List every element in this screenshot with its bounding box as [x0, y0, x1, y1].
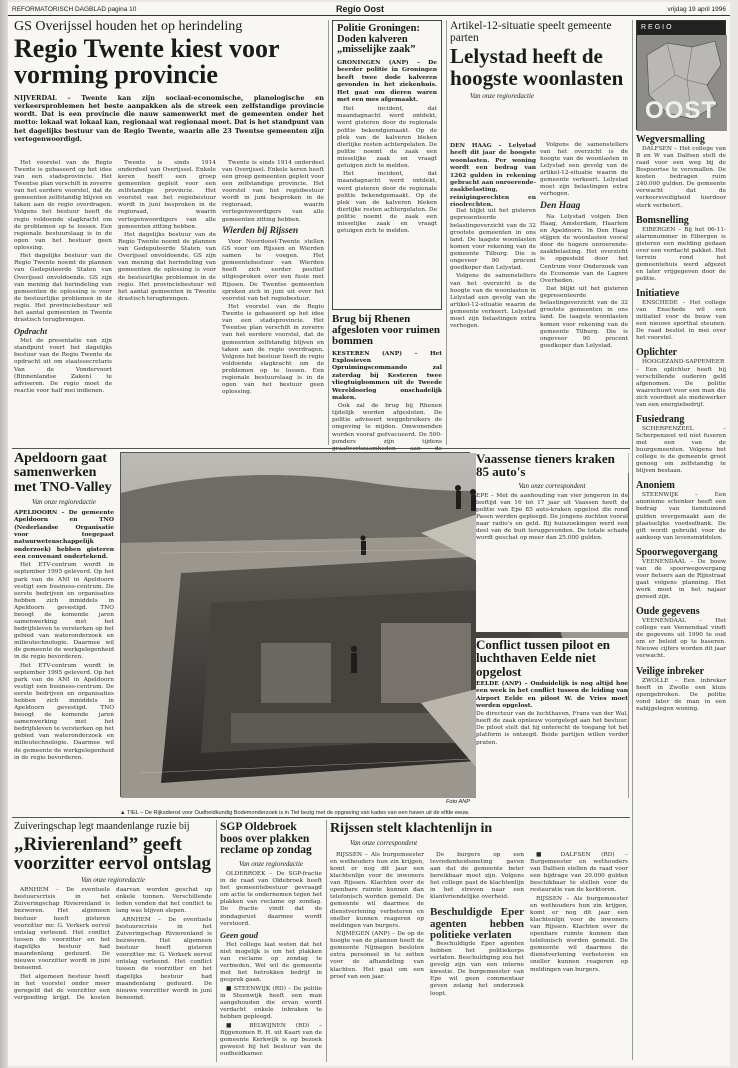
- apeldoorn-headline: Apeldoorn gaat samenwerken met TNO-Valley: [14, 451, 112, 495]
- excavation-photo-image: [121, 453, 471, 798]
- rijssen-body-b: RIJSSEN – Als burgemeester en wethouders hun zin krijgen, komt er nog dit jaar een klachtenlijn voor de inwoners van Rijssen. Klachten over de openbare ruimte kunnen dan telefonisch worden gemeld. De gemeente wil daarmee de dienstverlening verbeteren en sneller kunnen reageren op meldingen van burgers.: [530, 895, 628, 973]
- section-title: Regio Oost: [336, 4, 385, 14]
- lelystad-headline: Lelystad heeft de hoogste woonlasten: [450, 44, 624, 90]
- brief-heading: Initiatieve: [636, 288, 680, 300]
- photo-caption: ▲ TIEL – De Rijksdienst voor Oudheidkundig Bodemonderzoek is in Tiel bezig met de opgraving van kades van een haven uit de elfde eeuw.: [120, 810, 470, 816]
- brief-heading: Bomsnelling: [636, 214, 689, 226]
- sgp-headline: SGP Oldebroek boos over plakken reclame op zondag: [220, 821, 312, 857]
- main-kicker: GS Overijssel houden het op herindeling: [14, 19, 243, 34]
- page-header: [8, 2, 730, 16]
- masthead-regio-label: REGIO: [637, 21, 725, 35]
- main-body-2b: Het dagelijks bestuur van de Regio Twente noemt de plannen van Gedeputeerde Staten van Overijssel onvoldoende. GS zijn van mening dat herindeling van gemeenten de oplossing is voor de bestuurlijke problemen in de regio. Het provinciebestuur wil het aantal gemeenten in Twente drastisch terugbrengen.: [118, 232, 216, 302]
- brief-heading: Spoorwegovergang: [636, 546, 718, 558]
- apeldoorn-article: [14, 452, 114, 832]
- main-body-3: Met de presentatie van zijn standpunt voert het dagelijks bestuur van de Regio Twente de opdracht uit om staatssecretaris Van de Vondervoort (Binnenlandse Zaken) te adviseren. De regio moet de reactie voor half mei indienen.: [14, 338, 112, 394]
- zuivering-kicker: Zuiveringschap legt maandenlange ruzie bij: [14, 821, 190, 832]
- lelystad-subhead: Den Haag: [540, 200, 581, 211]
- lelystad-byline: Van onze regioredactie: [470, 91, 535, 100]
- brug-article: [332, 314, 442, 446]
- photo-credit: Foto ANP: [445, 799, 470, 805]
- politie-body-b: Het incident, dat maandagnacht werd ontdekt, werd gisteren door de regionale politie bekendgemaakt. Op de plek van de kalveren bleken dierlijke resten achtergelaten. De politie noemt de zaak een misselijke zaak en vraagt getuigen zich te melden.: [337, 171, 437, 234]
- lelystad-body-2: Volgens de samenstellers van het overzicht is de hoogte van de woonlasten in Lelystad een gevolg van de artikel-12-situatie waarin de gemeente verkeert. Lelystad moet zijn belastingen extra verhogen.: [450, 273, 536, 329]
- brief-body: VEENENDAAL – Het college van Veenendaal vindt de gegevens uit 1990 te oud om er beleid op te baseren. Nieuwe cijfers worden dit jaar verwacht.: [636, 618, 726, 660]
- main-lead-text: NIJVERDAL – Twente kan zijn sociaal-economische, planologische en verkeersproblemen het beste aanpakken als de streek een zelfstandige provincie wordt. Dat is een provincie die nauw samenwerkt met de gemeenten onder het motto: lokaal wat lokaal kan, regionaal wat regionaal moet. Dat is het standpunt van het dagelijks bestuur van de Regio Twente, waarin alle 23 Twentse gemeenten zijn vertegenwoordigd.: [14, 94, 324, 143]
- excavation-photo: [120, 452, 470, 797]
- main-body-5: Twente is sinds 1914 onderdeel van Overijssel. Enkele keren heeft een groep gemeenten gepleit voor een zelfstandige provincie. Het voorstel van het regiobestuur wordt in juni besproken in de regioraad, waarin vertegenwoordigers van alle gemeenten zitting hebben.: [118, 160, 216, 230]
- brief-body: ENSCHEDE – Het college van Enschede wil een initiatief voor de bouw van een nieuwe sporthal steunen. De raad beslist in mei over het voorstel.: [636, 300, 726, 342]
- main-subhead-wierden: Wierden bij Rijssen: [222, 225, 299, 236]
- zuivering-headline: „Rivierenland” geeft voorzitter eervol ontslag: [14, 833, 211, 874]
- politie-article: [332, 20, 442, 310]
- lelystad-col-2: [540, 142, 628, 444]
- rijssen-byline: Van onze correspondent: [350, 839, 418, 848]
- sgp-article: [220, 822, 322, 1062]
- lelystad-kicker: Artikel-12-situatie speelt gemeente parten: [450, 20, 612, 45]
- sidebar-briefs: [636, 134, 726, 1060]
- brug-body: Ook zal de brug bij Rhenen tijdelijk worden afgesloten. De politie adviseert weggebruikers de omgeving te mijden. Omwonenden worden vooraf geëvacueerd. De 500-ponders zijn tijdens: [332, 403, 442, 445]
- zuivering-body: ARNHEM – De eventuele bestuurscrisis in het Zuiveringschap Rivierenland is bezworen. Het algemeen bestuur heeft gisteren voorzitter mr. G. Verkerk eervol ontslag verleend. Het conflict tussen de voorzitter en het dagelijks bestuur had maandenlang geduurd. De nieuwe voorzitter wordt in juni benoemd.: [14, 887, 110, 971]
- politie-body: Het incident, dat maandagnacht werd ontdekt, werd gisteren door de regionale politie bekendgemaakt. Op de plek van de kalveren bleken dierlijke resten achtergelaten. De politie noemt de zaak een misselijke zaak en vraagt getuigen zich te melden.: [337, 106, 437, 169]
- sgp-body: OLDEBROEK – De SGP-fractie in de raad van Oldebroek heeft het gemeentebestuur gevraagd om actie te ondernemen tegen het plakken van reclame op zondag. De fractie vindt dat de zondagsrust daarmee wordt verstoord.: [220, 871, 322, 927]
- newspaper-page: [8, 2, 730, 1066]
- brief-body: VEENENDAAL – De bouw van de spoorwegovergang voor fietsers aan de Rijnstraat gaat volgens planning. Het werk moet in het najaar gereed zijn.: [636, 558, 726, 601]
- lelystad-col-1: [450, 142, 536, 444]
- brief-body: HOOGEZAND-SAPPEMEER – Een oplichter heeft bij verschillende ouderen geld afgenomen. De politie waarschuwt voor een man die zich voordoet als medewerker van een energiebedrijf.: [636, 359, 726, 408]
- vaassense-byline: Van onze correspondent: [518, 481, 586, 490]
- rijssen-body-2: NIJMEGEN (ANP) – De op de hoogte van de plannen heeft de gemeente Nijmegen besloten extra personeel in te zetten voor de afhandeling van klachten. Het gaat om een proef van een jaar.: [330, 931, 424, 980]
- lelystad-headline-block: [450, 20, 628, 140]
- zuivering-body-b: ARNHEM – De eventuele bestuurscrisis in het Zuiveringschap Rivierenland is bezworen. Het algemeen bestuur heeft gisteren voorzitter mr. G. Verkerk eervol ontslag verleend. Het conflict tussen de voorzitter en het dagelijks bestuur had maandenlang geduurd. De nieuwe voorzitter wordt in juni benoemd.: [116, 917, 212, 1001]
- main-headline: Regio Twente kiest voor vorming provincie: [14, 33, 280, 90]
- brief-body: SCHERPENZEEL – Scherpenzeel wil niet fuseren met een van de buurgemeenten. Volgens het college is de gemeente groot genoeg om zelfstandig te blijven bestaan.: [636, 425, 726, 475]
- beschuldigde-body: Beschuldigde Eper agenten hebben het politiekorps verlaten. Beschuldiging zou het gevolg zijn van een interne kwestie. De burgemeester van Epe wil geen commentaar geven zolang het onderzoek loopt.: [430, 941, 524, 997]
- brief-body-wegversmalling: DALFSEN – Het college van B en W van Dalfsen stelt de raad voor een weg bij de Bospoortse te versmallen. De kosten bedragen ruim 240.000 gulden. De gemeente verwacht dat de verkeersveiligheid hierdoor sterk verbetert.: [636, 146, 726, 209]
- beschuldigde-headline: Beschuldigde Eper agenten hebben politieke verlaten: [430, 906, 524, 941]
- conflict-body: De directeur van de luchthaven, Frans van der Wal, heeft de zaak opnieuw voorgelegd aan het bestuur. De piloot stelt dat hij onterecht de toegang tot het platform is ontzegd. Beide partijen willen verder praten.: [476, 711, 629, 746]
- paper-page-label: REFORMATORISCH DAGBLAD pagina 10: [12, 6, 137, 13]
- apeldoorn-lead: APELDOORN – De gemeente Apeldoorn en TNO (Nederlandse Organisatie voor toegepast natuurwetenschappelijk onderzoek) hebben gisteren een convenant ondertekend.: [14, 508, 114, 561]
- apeldoorn-body: Het ETV-centrum wordt in september 1995 geleverd. Op het park van de ANI in Apeldoorn vestigt een business-centrum. De eerste bedrijven en organisaties hebben zich inmiddels in Apeldoorn gevestigd. TNO beoogt de komende jaren samenwerking met het bedrijfsleven te versterken op het gebied van wateronderzoek en milieutechnologie. Daarmee wil de gemeente de werkgelegenheid in de regio bevorderen.: [14, 562, 114, 661]
- main-body-2: Het dagelijks bestuur van de Regio Twente noemt de plannen van Gedeputeerde Staten van Overijssel onvoldoende. GS zijn van mening dat herindeling van gemeenten de oplossing is voor de bestuurlijke problemen in de regio. Het provinciebestuur wil het aantal gemeenten in Twente drastisch terugbrengen.: [14, 253, 112, 323]
- zuivering-body-2: Het algemeen bestuur heeft in het voorstel onder meer geregeld dat de voorzitter een vergoeding krijgt. De kosten daarvan worden geschat op enkele tonnen. Verschillende leden vonden dat het conflict te lang was blijven slepen.: [14, 887, 212, 1001]
- sgp-byline: Van onze regioredactie: [238, 860, 304, 869]
- rijssen-article: [330, 822, 628, 1062]
- regio-oost-masthead: [636, 20, 726, 130]
- main-col-1: [14, 160, 112, 443]
- politie-headline: Politie Groningen: Doden kalveren „misselijke zaak”: [337, 23, 420, 56]
- brief-heading: Fusiedrang: [636, 413, 685, 425]
- politie-lead: GRONINGEN (ANP) – De beerder politie in Groningen heeft twee dode kalveren gevonden in het ziekenhuis. Het gaat om dieren waren met een mes afgemaakt.: [337, 59, 437, 103]
- conflict-headline: Conflict tussen piloot en luchthaven Eelde niet opgelost: [476, 637, 610, 679]
- main-headline-block: [14, 19, 324, 90]
- lelystad-lead: DEN HAAG – Lelystad heeft dit jaar de hoogste woonlasten. Per woning wordt een bedrag van 1262 gulden in rekening gebracht aan onroerende-zaakbelasting, reinigingsrechten en rioolrechten.: [450, 142, 536, 208]
- main-lead: [14, 94, 324, 158]
- brief-heading-wegversmalling: Wegversmalling: [636, 134, 705, 145]
- lelystad-body-3: Na Lelystad volgen Den Haag, Amsterdam, Haarlem en Apeldoorn. In Den Haag stijgen de woonlasten vooral door de hogere onroerende-zaakbelasting. Het overzicht is opgesteld door het Centrum voor Onderzoek van de Economie van de Lagere Overheden.: [540, 214, 628, 284]
- issue-date: vrijdag 19 april 1996: [667, 6, 726, 13]
- conflict-lead: EELDE (ANP) – Onduidelijk is nog altijd hoe een week in het conflict tussen de leiding van Airport Eelde en piloot W. de Vries moet worden opgelost.: [476, 679, 628, 709]
- brief-body: ZWOLLE – Een inbreker heeft in Zwolle een kluis opengebroken. De politie vond later de man in een nabijgelegen woning.: [636, 677, 726, 712]
- vaassense-headline: Vaassense tieners kraken 85 auto's: [476, 451, 615, 480]
- brug-headline: Brug bij Rhenen afgesloten voor ruimen bommen: [332, 313, 440, 348]
- brief-heading: Veilige inbreker: [636, 665, 705, 677]
- main-body-4: Voor Noordoost-Twente stellen GS voor om Rijssen en Wierden samen te voegen. Het gemeentebestuur van Wierden heeft zich eerder positief uitgesproken over een fusie met Rijssen. De Twentse gemeenten spreken zich in juni uit over het voorstel van het regiobestuur.: [222, 239, 324, 302]
- photo-caption-row: [120, 799, 470, 816]
- lelystad-body-2b: Volgens de samenstellers van het overzicht is de hoogte van de woonlasten in Lelystad een gevolg van de artikel-12-situatie waarin de gemeente verkeert. Lelystad moet zijn belastingen extra verhogen.: [540, 142, 628, 198]
- main-col-3: [222, 160, 324, 443]
- sgp-brief-1: ■ STEENWIJK (RD) – De politie in Steenwijk heeft een man aangehouden die ervan wordt verdacht enkele inbraken te hebben gepleegd.: [220, 985, 322, 1021]
- sgp-body-2: Het college laat weten dat het niet mogelijk is om het plakken van reclame op zondag te verbieden. Wel wil de gemeente met het betrokken bedrijf in gesprek gaan.: [220, 942, 322, 984]
- lelystad-body-1b: Dat blijkt uit het gisteren gepresenteerde belastingoverzicht van de 32 grootste gemeenten in ons land. De laagste woonlasten komen voor rekening van de gemeente Tilburg. Die is ongeveer 90 procent goedkoper dan Lelystad.: [540, 286, 628, 349]
- masthead-title: OOST: [644, 97, 717, 124]
- brief-heading: Anoniem: [636, 480, 675, 492]
- sgp-brief-2: ■ BELWIJNEN (RD) – Bijgenomen R. H. uit Kaart van de gemeente Kerkwijk is op bezoek geweest bij het bestuur van de oudheidkamer.: [220, 1022, 322, 1057]
- main-body-1: Het voorstel van de Regio Twente is gebaseerd op het idee van een stadsprovincie. Het Twentse plan verschilt in zoverre van het eerdere voorstel, dat de gemeenten zelfstandig blijven en taken aan de regio overdragen. Volgens het bestuur heeft de regio voldoende slagkracht om de problemen op te lossen. Een regionale bestuurslaag is in de ogen van het bestuur geen oplossing.: [14, 160, 112, 251]
- apeldoorn-body-b: Het ETV-centrum wordt in september 1995 geleverd. Op het park van de ANI in Apeldoorn vestigt een business-centrum. De eerste bedrijven en organisaties hebben zich inmiddels in Apeldoorn gevestigd. TNO beoogt de komende jaren samenwerking met het bedrijfsleven te versterken op het gebied van wateronderzoek en milieutechnologie. Daarmee wil de gemeente de werkgelegenheid in de regio bevorderen.: [14, 662, 114, 761]
- brug-lead: KESTEREN (ANP) – Het Explosieven Opruimingscommando zal zaterdag bij Kesteren twee vliegtuigbommen uit de Tweede Wereldoorlog onschadelijk maken.: [332, 349, 442, 401]
- conflict-article: [476, 638, 628, 814]
- sgp-subhead: Geen goud: [220, 929, 259, 940]
- brief-heading: Oude gegevens: [636, 606, 700, 618]
- brief-body: EIBERGEN – Bij het 06-11-alarmnummer in Eibergen is gisteren een melding gedaan over een verdacht pakket. Het terrein rond het gemeentehuis werd afgezet en later vrijgegeven door de politie.: [636, 226, 726, 282]
- brief-heading: Oplichter: [636, 347, 678, 359]
- lelystad-body-1: Dat blijkt uit het gisteren gepresenteerde belastingoverzicht van de 32 grootste gemeenten in ons land. De laagste woonlasten komen voor rekening van de gemeente Tilburg. Die is ongeveer 90 procent goedkoper dan Lelystad.: [450, 208, 536, 271]
- main-col-2: [118, 160, 216, 443]
- beschuldigde-brief: ■ DALFSEN (RD) – Burgemeester en wethouders van Dalfsen stellen de raad voor een bijdrage van 20.000 gulden beschikbaar te stellen voor de restauratie van de kerktoren.: [530, 852, 628, 894]
- apeldoorn-byline: Van onze regioredactie: [31, 497, 97, 506]
- page-fold: [0, 0, 8, 1068]
- main-body-5b: Twente is sinds 1914 onderdeel van Overijssel. Enkele keren heeft een groep gemeenten gepleit voor een zelfstandige provincie. Het voorstel van het regiobestuur wordt in juni besproken in de regioraad, waarin vertegenwoordigers van alle gemeenten zitting hebben.: [222, 160, 324, 223]
- rijssen-body-3: De burgers op een tevredenheidsmeting gaven aan dat de gemeente beter bereikbaar moet zijn. Volgens het college past de klachtenlijn in het streven naar een klantvriendelijke overheid.: [430, 852, 524, 901]
- main-body-1b: Het voorstel van de Regio Twente is gebaseerd op het idee van een stadsprovincie. Het Twentse plan verschilt in zoverre van het eerdere voorstel, dat de gemeenten zelfstandig blijven en taken aan de regio overdragen. Volgens het bestuur heeft de regio voldoende slagkracht om de problemen op te lossen. Een regionale bestuurslaag is in de ogen van het bestuur geen oplossing.: [222, 304, 324, 395]
- vaassense-article: [476, 452, 628, 632]
- zuivering-article: [14, 822, 212, 1062]
- vaassense-body: EPE – Met de aanhouding van vier jongeren in de leeftijd van 16 tot 17 jaar uit Vaassen heeft de politie van Epe 85 auto-kraken opgelost die rond Pasen werden gepleegd. De jongens zochten vooral naar radio's en geld. Bij huiszoekingen werd een deel van de buit teruggevonden. De totale schade wordt geschat op meer dan 25.000 gulden.: [476, 492, 628, 541]
- rijssen-body: RIJSSEN – Als burgemeester en wethouders hun zin krijgen, komt er nog dit jaar een klachtenlijn voor de inwoners van Rijssen. Klachten over de openbare ruimte kunnen dan telefonisch worden gemeld. De gemeente wil daarmee de dienstverlening verbeteren en sneller kunnen reageren op meldingen van burgers.: [330, 852, 424, 929]
- zuivering-byline: Van onze regioredactie: [80, 876, 146, 885]
- rijssen-headline: Rijssen stelt klachtenlijn in: [330, 821, 493, 836]
- brief-body: STEENWIJK – Een anonieme schenker heeft een bedrag van tienduizend gulden overgemaakt aan de plaatselijke voedselbank. De gift wordt gebruikt voor de aankoop van levensmiddelen.: [636, 492, 726, 541]
- main-subhead-opdracht: Opdracht: [14, 325, 48, 336]
